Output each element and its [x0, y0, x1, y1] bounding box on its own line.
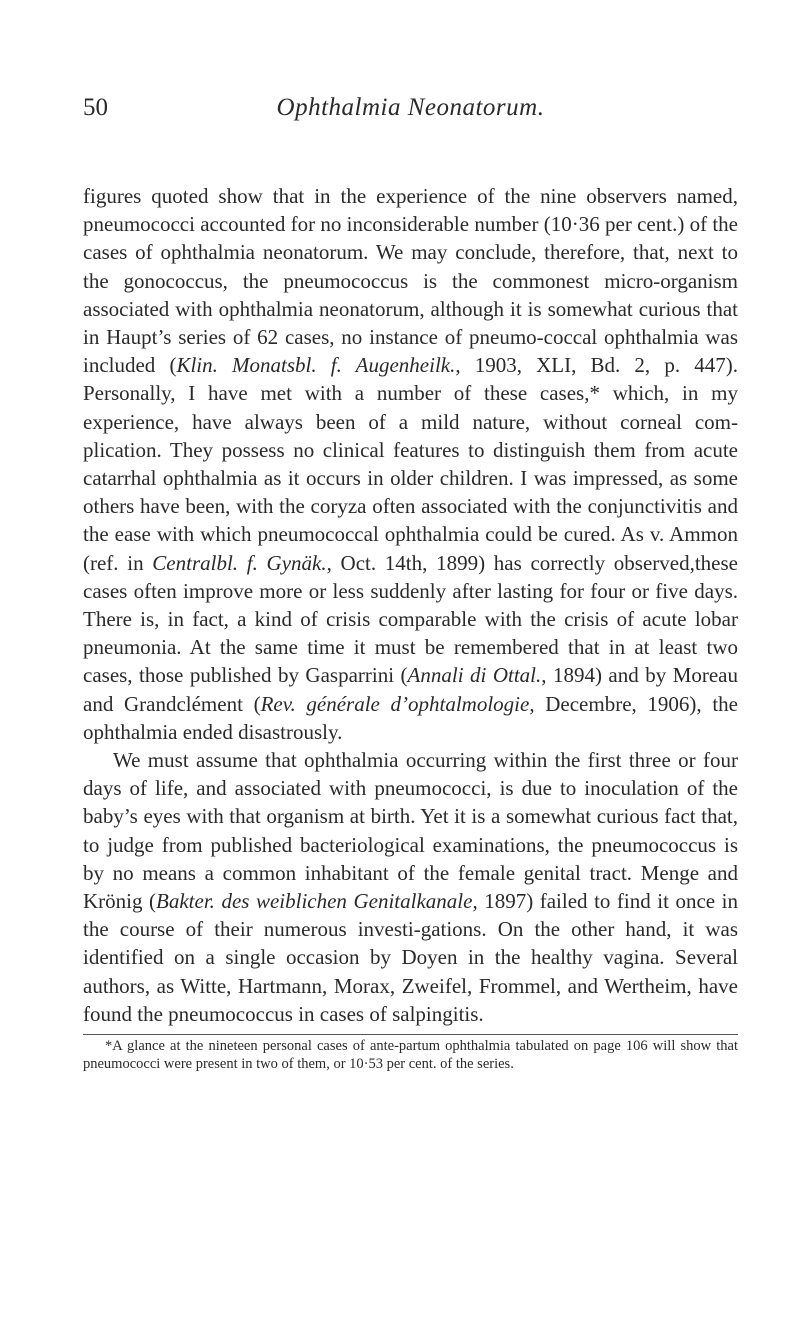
text-run: , 1903, XLI, Bd. 2, p. 447). Personally, I have met with a number of these cases,* which, in my experience, have always been of a mild nature, without corneal com-plication. They possess no clinical features to distinguish them from acute catarrhal ophthalmia as it occurs in older children. I was impressed, as some others have been, with the coryza often associated with the conjunctivitis and the ease with which pneumococcal ophthalmia could be cured. As v. Ammon (ref. in — [83, 353, 738, 575]
footnote: *A glance at the nineteen personal cases of ante-partum ophthalmia tabulated on page 106 will show that pneumococci were present in two of them, or 10·53 per cent. of the series. — [83, 1038, 738, 1073]
footnote-divider — [83, 1034, 738, 1035]
citation-rev-generale: Rev. générale d’ophtalmologie — [260, 691, 530, 716]
citation-annali-di-ottal: Annali di Ottal. — [407, 663, 542, 688]
book-page — [83, 86, 738, 1073]
running-title: Ophthalmia Neonatorum. — [276, 94, 545, 121]
text-run: , 1897) failed to find it once in the course of their numerous investi-gations. On the other hand, it was identified on a single occasion by Doyen in the healthy vagina. Several authors, as Witte, Hartmann, Morax, Zweifel, Frommel, and Wertheim, have found the pneumococcus in cases of salpingitis. — [83, 889, 738, 1026]
citation-bakter-des-weiblichen: Bakter. des weiblichen Genitalkanale — [156, 889, 473, 914]
paragraph-1 — [83, 182, 738, 746]
citation-centralbl-gynak: Centralbl. f. Gynäk. — [152, 550, 327, 575]
page-number: 50 — [83, 94, 108, 121]
body-text — [83, 182, 738, 1028]
text-run: figures quoted show that in the experience of the nine observers named, pneumococci accounted for no inconsiderable number (10·36 per cent.) of the cases of ophthalmia neonatorum. We may conclude, therefore, that, next to the gonococcus, the pneumococcus is the commonest micro-organism associated with ophthalmia neonatorum, although it is somewhat curious that in Haupt’s series of 62 cases, no instance of pneumo-coccal ophthalmia was included ( — [83, 184, 738, 378]
text-run: , Decembre, 1906), the ophthalmia ended disastrously. — [83, 691, 738, 744]
citation-klin-monatsbl: Klin. Monatsbl. f. Augenheilk. — [176, 353, 456, 378]
text-run: , Oct. 14th, 1899) has correctly observed,these cases often improve more or less suddenly after lasting for four or five days. There is, in fact, a kind of crisis comparable with the crisis of acute lobar pneumonia. At the same time it must be remembered that in at least two cases, those published by Gasparrini ( — [83, 550, 738, 688]
page-header — [83, 86, 738, 126]
paragraph-2 — [83, 746, 738, 1028]
text-run: We must assume that ophthalmia occurring within the first three or four days of life, and associated with pneumococci, is due to inoculation of the baby’s eyes with that organism at birth. Yet it is a somewhat curious fact that, to judge from published bacteriological examinations, the pneumococcus is by no means a common inhabitant of the female genital tract. Menge and Krönig ( — [83, 748, 738, 914]
text-run: , 1894) and by Moreau and Grandclément ( — [83, 663, 739, 716]
